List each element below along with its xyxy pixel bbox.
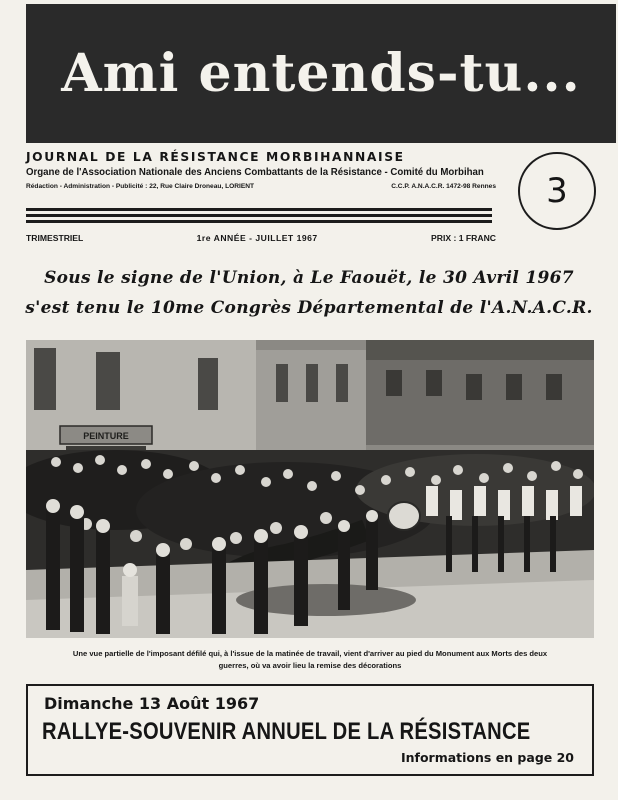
- address-row: [26, 183, 496, 190]
- rule-line: [26, 220, 492, 223]
- photo-caption: [26, 648, 594, 672]
- rally-title: RALLYE-SOUVENIR ANNUEL DE LA RÉSISTANCE: [42, 718, 531, 745]
- rule-line: [26, 214, 492, 217]
- parade-photo-illustration: [26, 340, 594, 638]
- journal-name: JOURNAL DE LA RÉSISTANCE MORBIHANNAISE: [26, 150, 405, 164]
- parade-photo: [26, 340, 594, 638]
- masthead: [26, 150, 496, 190]
- organ-line: Organe de l'Association Nationale des Anciens Combattants de la Résistance - Comité du Morbihan: [26, 167, 484, 178]
- address-text: Rédaction - Administration - Publicité : 22, Rue Claire Droneau, LORIENT: [26, 183, 255, 190]
- shop-sign: PEINTURE: [83, 431, 129, 441]
- headline-line-1: Sous le signe de l'Union, à Le Faouët, le 30 Avril 1967: [44, 268, 574, 288]
- caption-line-1: Une vue partielle de l'imposant défilé qui, à l'issue de la matinée de travail, vient d'arriver au pied du Monument aux Morts des deux: [72, 649, 548, 658]
- issue-info-row: [26, 233, 496, 243]
- newspaper-title: Ami entends-tu...: [61, 43, 581, 104]
- year-date-label: 1re ANNÉE - JUILLET 1967: [196, 233, 318, 243]
- rally-info: Informations en page 20: [400, 750, 574, 765]
- rule-line: [26, 208, 492, 211]
- price-label: PRIX : 1 FRANC: [431, 233, 496, 243]
- rally-date: Dimanche 13 Août 1967: [44, 694, 260, 713]
- masthead-rules: [26, 208, 492, 226]
- issue-number-badge: 3: [518, 152, 596, 230]
- caption-line-2: guerres, où va avoir lieu la remise des décorations: [218, 661, 402, 670]
- frequency-label: TRIMESTRIEL: [26, 233, 84, 243]
- ccp-text: C.C.P. A.N.A.C.R. 1472-98 Rennes: [391, 183, 496, 190]
- title-banner: [26, 4, 616, 143]
- headline-line-2: s'est tenu le 10me Congrès Départemental de l'A.N.A.C.R.: [25, 298, 593, 318]
- rally-announcement-box: [26, 684, 594, 776]
